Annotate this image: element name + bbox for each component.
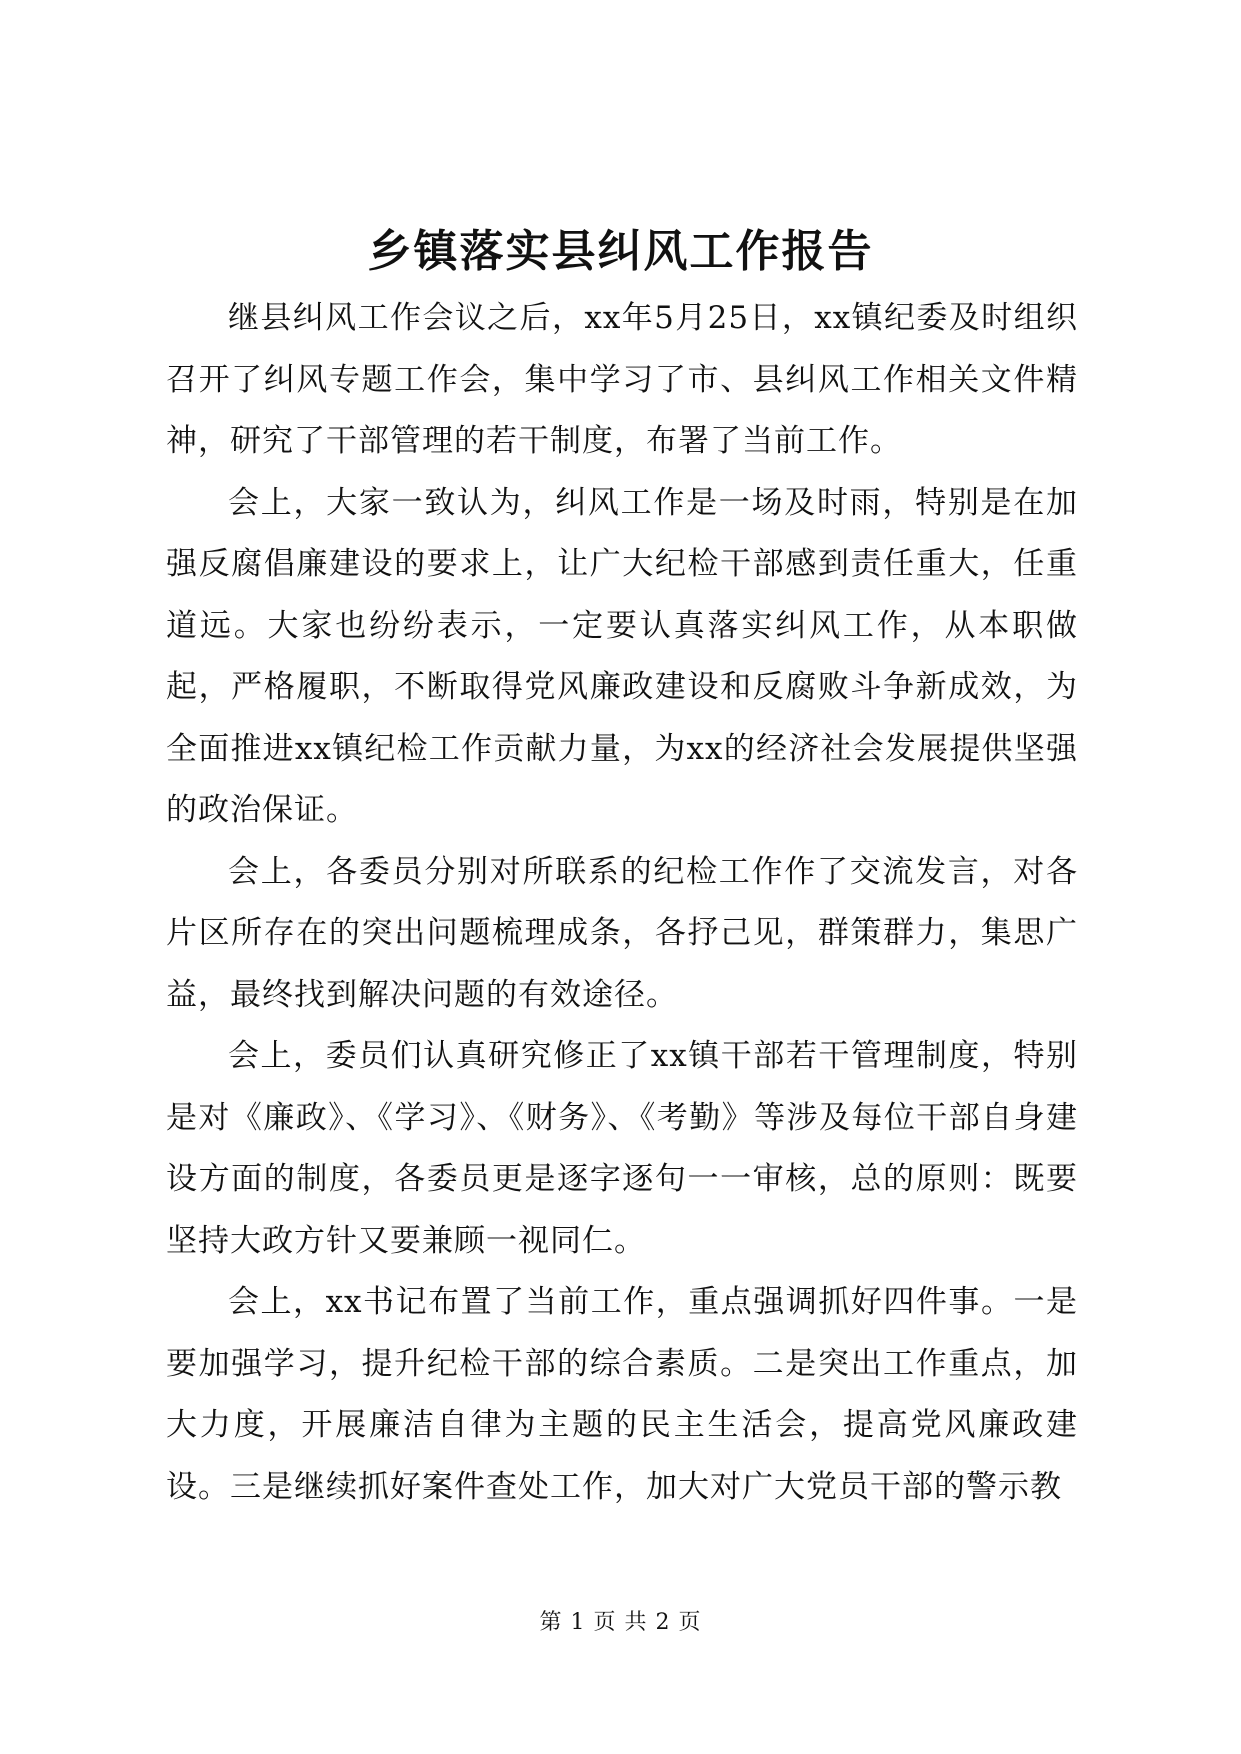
paragraph: 会上，大家一致认为，纠风工作是一场及时雨，特别是在加强反腐倡廉建设的要求上，让广大纪检干部感到责任重大，任重道远。大家也纷纷表示，一定要认真落实纠风工作，从本职做起，严格履职，不断取得党风廉政建设和反腐败斗争新成效，为全面推进xx镇纪检工作贡献力量，为xx的经济社会发展提供坚强的政治保证。: [166, 484, 1078, 828]
paragraph: 会上，各委员分别对所联系的纪检工作作了交流发言，对各片区所存在的突出问题梳理成条，各抒己见，群策群力，集思广益，最终找到解决问题的有效途径。: [166, 853, 1078, 1013]
page-footer: 第 1 页 共 2 页: [539, 1610, 702, 1635]
document-body: [166, 288, 1078, 1518]
paragraph: 继县纠风工作会议之后，xx年5月25日，xx镇纪委及时组织召开了纠风专题工作会，集中学习了市、县纠风工作相关文件精神，研究了干部管理的若干制度，布署了当前工作。: [166, 300, 1078, 459]
paragraph: 会上，xx书记布置了当前工作，重点强调抓好四件事。一是要加强学习，提升纪检干部的综合素质。二是突出工作重点，加大力度，开展廉洁自律为主题的民主生活会，提高党风廉政建设。三是继续抓好案件查处工作，加大对广大党员干部的警示教: [166, 1284, 1078, 1505]
document-title: 乡镇落实县纠风工作报告: [367, 226, 874, 277]
paragraph: 会上，委员们认真研究修正了xx镇干部若干管理制度，特别是对《廉政》、《学习》、《财务》、《考勤》等涉及每位干部自身建设方面的制度，各委员更是逐字逐句一一审核，总的原则：既要坚持大政方针又要兼顾一视同仁。: [166, 1038, 1078, 1259]
